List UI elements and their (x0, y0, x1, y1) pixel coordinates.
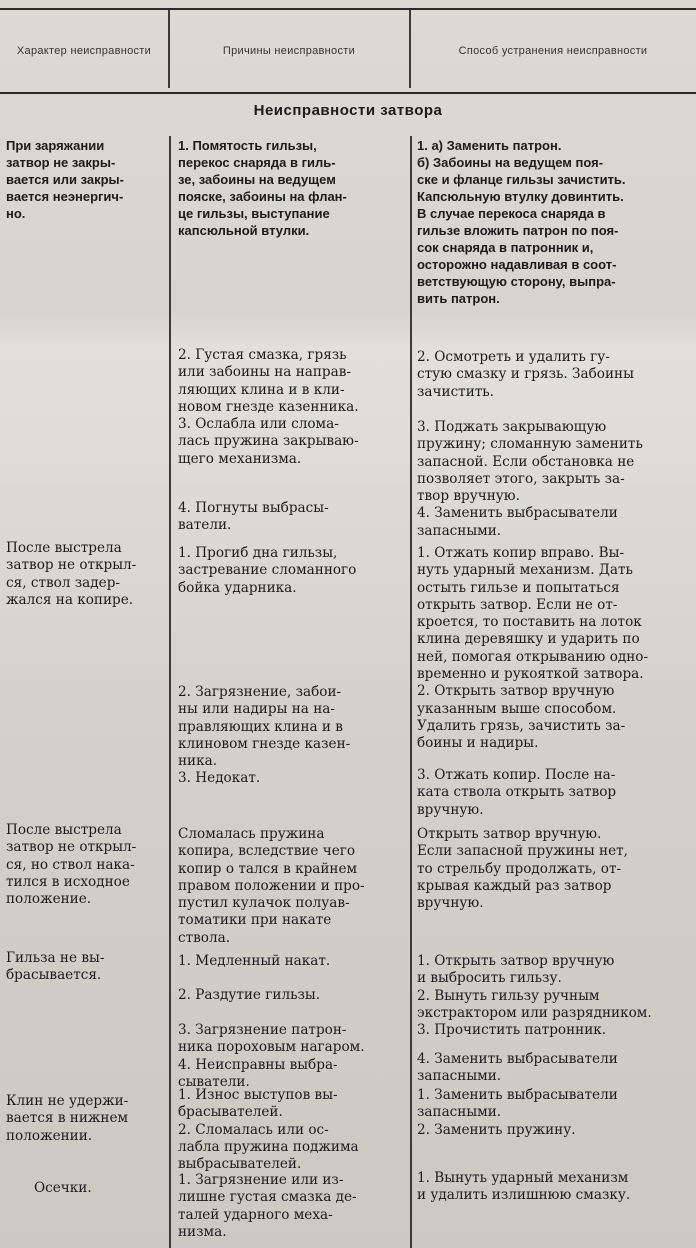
fault-text: После выстрела затвор не открыл- ся, ствол задер- жался на копире. (6, 540, 137, 608)
cause-text: 3. Загрязнение патрон- ника пороховым нагаром. 4. Неисправны выбра- сыватели. (178, 1022, 365, 1090)
cause-text: 2. Густая смазка, грязь или забоины на направ- ляющих клина и в кли- новом гнезде казенника. 3. Ослабла или слома- лась пружина закрываю- щего механизма. (178, 347, 359, 467)
header-col-causes: Причины неисправности (222, 45, 356, 57)
cause-text: 1. Износ выступов вы- брасывателей. 2. Сломалась или ос- лабла пружина поджима выбрасывателей. (178, 1087, 359, 1173)
header-divider-1 (168, 10, 170, 88)
fault-text: Клин не удержи- вается в нижнем положении. (6, 1093, 129, 1144)
header-divider-2 (409, 10, 411, 88)
fault-text: Гильза не вы- брасывается. (6, 950, 105, 984)
fault-text: Осечки. (34, 1180, 92, 1196)
remedy-text: 2. Осмотреть и удалить гу- стую смазку и грязь. Забоины зачистить. (417, 349, 634, 400)
cause-text: 4. Погнуты выбрасы- ватели. (178, 500, 329, 534)
header-col-remedy: Способ устранения неисправности (458, 45, 648, 57)
cause-text: 1. Помятость гильзы, перекос снаряда в гиль- зе, забоины на ведущем пояске, забоины на флан- це гильзы, выступание капсюльной втулки. (178, 138, 347, 238)
cause-text: Сломалась пружина копира, вследствие чего копир о тался в крайнем правом положении и про- пустил кулачок полуав- томатики при накате ствола. (178, 826, 365, 946)
cause-text: 2. Раздутие гильзы. (178, 987, 321, 1003)
remedy-text: 4. Заменить выбрасыватели запасными. (417, 1051, 618, 1085)
remedy-text: 1. Отжать копир вправо. Вы- нуть ударный механизм. Дать остыть гильзе и попытаться открыть затвор. Если не от- кроется, то поставить на лоток клина деревяшку и ударить по ней, помогая открыванию одно- временно и рукояткой затвора. 2. Открыть затвор вручную указанным выше способом. Удалить грязь, зачистить за- боины и надиры. (417, 545, 649, 752)
cause-text: 1. Прогиб дна гильзы, застревание сломанного бойка ударника. (178, 545, 357, 596)
remedy-text: 3. Отжать копир. После на- ката ствола открыть затвор вручную. (417, 767, 617, 818)
remedy-text: 1. Вынуть ударный механизм и удалить излишнюю смазку. (417, 1170, 631, 1204)
remedy-text: 1. Заменить выбрасыватели запасными. 2. Заменить пружину. (417, 1087, 618, 1138)
cause-text: 2. Загрязнение, забои- ны или надиры на на- правляющих клина и в клиновом гнезде казен- ника. 3. Недокат. (178, 684, 351, 787)
remedy-text: Открыть затвор вручную. Если запасной пружины нет, то стрельбу продолжать, от- крывая каждый раз затвор вручную. (417, 826, 628, 912)
remedy-text: 3. Поджать закрывающую пружину; сломанную заменить запасной. Если обстановка не позволяет этого, закрыть за- твор вручную. 4. Заменить выбрасыватели запасными. (417, 419, 643, 539)
fault-text: После выстрела затвор не открыл- ся, но ствол нака- тился в исходное положение. (6, 822, 137, 908)
fault-text: При заряжании затвор не закры- вается или закры- вается неэнергич- но. (6, 138, 124, 221)
table-header (0, 8, 696, 94)
cause-text: 1. Загрязнение или из- лишне густая смазка де- талей ударного меха- низма. (178, 1172, 357, 1240)
column-divider-1 (169, 136, 171, 1248)
section-title: Неисправности затвора (253, 102, 443, 119)
remedy-text: 1. а) Заменить патрон. б) Забоины на ведущем поя- ске и фланце гильзы зачистить. Капсюльную втулку довинтить. В случае перекоса снаряда в гильзе вложить патрон по поя- сок снаряда в патронник и, осторожно надавливая в соот- ветствующую сторону, выпра- вить патрон. (417, 138, 626, 306)
cause-text: 1. Медленный накат. (178, 953, 331, 969)
remedy-text: 1. Открыть затвор вручную и выбросить гильзу. 2. Вынуть гильзу ручным экстрактором или разрядником. 3. Прочистить патронник. (417, 953, 652, 1039)
column-divider-2 (410, 136, 412, 1248)
header-col-fault: Характер неисправности (16, 45, 152, 57)
